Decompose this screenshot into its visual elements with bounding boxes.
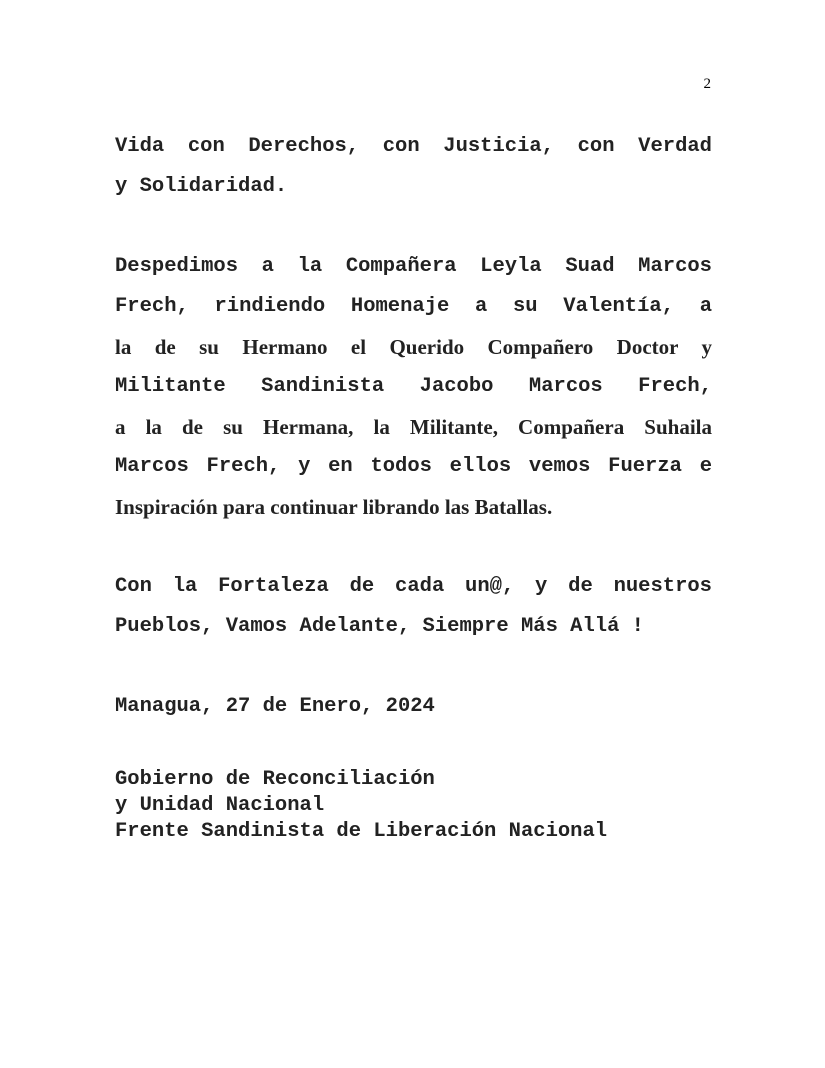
- paragraph-line: Inspiración para continuar librando las Batallas.: [115, 495, 553, 519]
- paragraph-line: Pueblos, Vamos Adelante, Siempre Más Allá !: [115, 615, 644, 638]
- paragraph-line: a la de su Hermana, la Militante, Compañera Suhaila: [115, 415, 712, 439]
- paragraph-intro: [115, 127, 712, 207]
- signature-line: y Unidad Nacional: [115, 794, 325, 817]
- paragraph-line: Frech, rindiendo Homenaje a su Valentía, a: [115, 295, 712, 318]
- paragraph-closing: [115, 567, 712, 647]
- page-number: 2: [703, 76, 711, 92]
- paragraph-line: la de su Hermano el Querido Compañero Doctor y: [115, 335, 712, 359]
- date-line: [115, 687, 712, 727]
- document-body: [115, 127, 712, 845]
- paragraph-line: Vida con Derechos, con Justicia, con Verdad: [115, 135, 712, 158]
- paragraph-line: Despedimos a la Compañera Leyla Suad Marcos: [115, 255, 712, 278]
- signature-line: Gobierno de Reconciliación: [115, 768, 435, 791]
- paragraph-line: y Solidaridad.: [115, 175, 288, 198]
- signature-block: [115, 767, 712, 845]
- paragraph-line: Con la Fortaleza de cada un@, y de nuestros: [115, 575, 712, 598]
- paragraph-line: Managua, 27 de Enero, 2024: [115, 695, 435, 718]
- paragraph-line: Militante Sandinista Jacobo Marcos Frech,: [115, 375, 712, 398]
- paragraph-line: Marcos Frech, y en todos ellos vemos Fuerza e: [115, 455, 712, 478]
- paragraph-farewell: [115, 247, 712, 527]
- signature-line: Frente Sandinista de Liberación Nacional: [115, 820, 608, 843]
